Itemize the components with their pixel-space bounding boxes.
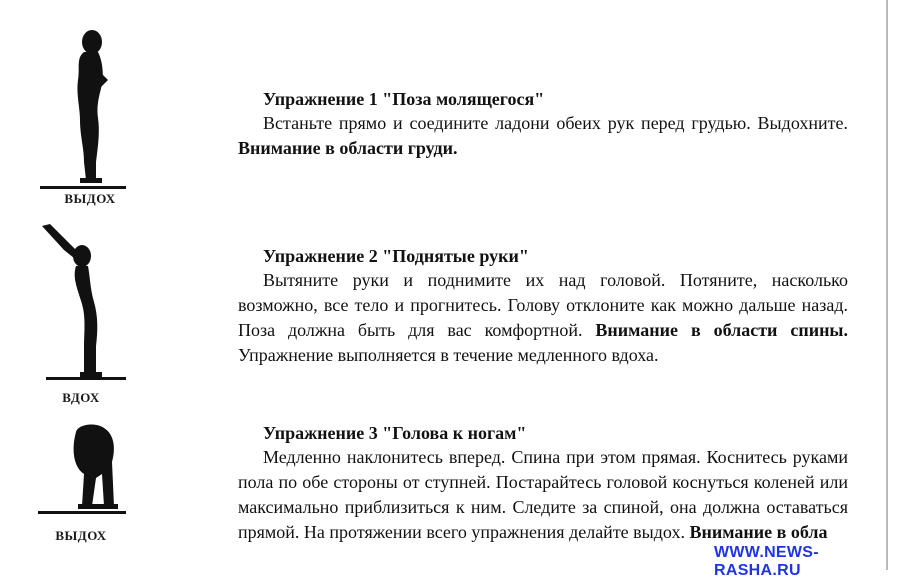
exercise-3 bbox=[238, 421, 848, 545]
standing-pose-figure bbox=[50, 28, 130, 188]
forward-bend-pose-figure bbox=[56, 422, 136, 514]
exercise-text-part: Встаньте прямо и соедините ладони обеих рук перед грудью. Выдохните. bbox=[263, 113, 848, 133]
raised-arms-pose-figure bbox=[36, 222, 126, 384]
exercise-attention-text: Внимание в области груди. bbox=[238, 138, 458, 158]
exercise-text-part: Вытяните руки и поднимите их над головой. Потяните, насколько возможно, все тело и прогнитесь. Голову отклоните как можно дальше назад. Поза должна быть для вас комфортной. bbox=[238, 270, 848, 340]
exercise-2 bbox=[238, 244, 848, 368]
figure-caption: ВДОХ bbox=[62, 390, 100, 405]
page-edge-rule bbox=[886, 0, 888, 570]
exercise-attention-text: Внимание в обла bbox=[689, 522, 828, 542]
exercise-text-part: Упражнение выполняется в течение медленного вдоха. bbox=[238, 345, 659, 365]
exercise-attention-text: Внимание в области спины. bbox=[595, 320, 848, 340]
floor-line bbox=[46, 377, 126, 380]
figure-caption: ВЫДОХ bbox=[55, 528, 107, 543]
exercise-text-part: Медленно наклонитесь вперед. Спина при этом прямая. Коснитесь руками пола по обе стороны от ступней. Постарайтесь головой коснуться коленей или максимально приблизиться к ним. Следите за спиной, она должна оставаться прямой. На протяжении всего упражнения делайте выдох. bbox=[238, 447, 848, 542]
exercise-title: Упражнение 1 "Поза молящегося" bbox=[263, 89, 545, 109]
exercise-text bbox=[238, 268, 848, 368]
figure-caption: ВЫДОХ bbox=[64, 191, 116, 206]
exercise-1 bbox=[238, 87, 848, 161]
exercise-text bbox=[238, 111, 848, 161]
floor-line bbox=[40, 186, 126, 189]
exercise-title: Упражнение 3 "Голова к ногам" bbox=[263, 423, 527, 443]
exercise-title: Упражнение 2 "Поднятые руки" bbox=[263, 246, 529, 266]
exercise-text bbox=[238, 445, 848, 545]
site-watermark: WWW.NEWS-RASHA.RU bbox=[714, 544, 819, 579]
floor-line bbox=[38, 511, 126, 514]
